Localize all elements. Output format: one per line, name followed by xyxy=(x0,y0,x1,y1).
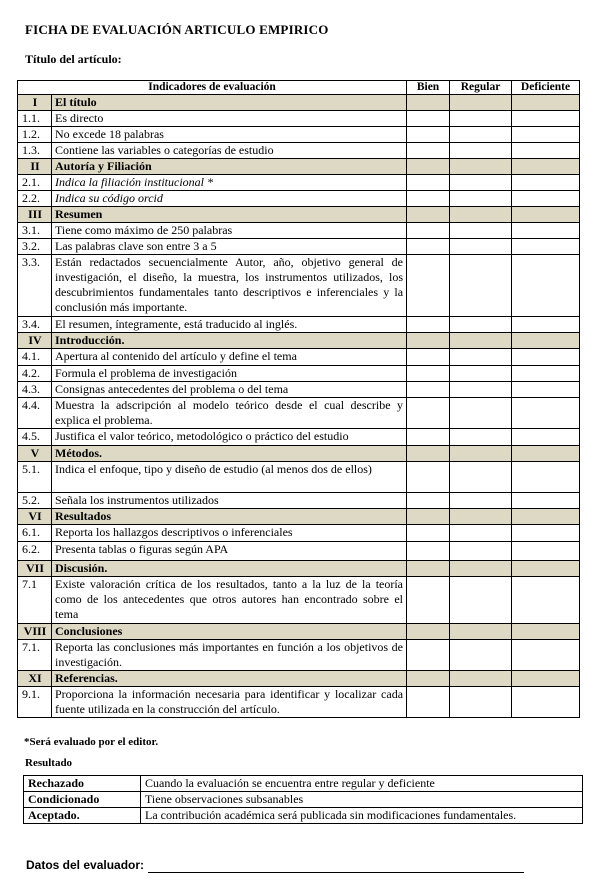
section-title: Introducción. xyxy=(52,333,407,349)
row-number: 4.5. xyxy=(18,429,52,446)
rating-cell-deficiente[interactable] xyxy=(512,640,580,671)
indicator-text: Indica la filiación institucional * xyxy=(52,175,407,191)
rating-cell-bien xyxy=(407,333,450,349)
rating-cell-regular xyxy=(450,671,512,687)
rating-cell-regular[interactable] xyxy=(450,525,512,542)
rating-cell-bien[interactable] xyxy=(407,111,450,127)
evaluation-table xyxy=(17,80,580,718)
rating-cell-deficiente xyxy=(512,624,580,640)
rating-cell-regular[interactable] xyxy=(450,366,512,382)
row-number: III xyxy=(18,207,52,223)
table-row xyxy=(18,687,580,718)
indicator-text: Las palabras clave son entre 3 a 5 xyxy=(52,239,407,255)
indicator-text: Existe valoración crítica de los resultados, tanto a la luz de la teoría como de los antecedentes que otros autores han encontrado sobre el tema xyxy=(52,577,407,624)
rating-cell-bien xyxy=(407,671,450,687)
rating-cell-regular[interactable] xyxy=(450,317,512,333)
rating-cell-bien[interactable] xyxy=(407,493,450,509)
rating-cell-deficiente[interactable] xyxy=(512,366,580,382)
table-row xyxy=(18,255,580,317)
rating-cell-bien[interactable] xyxy=(407,143,450,159)
indicator-text: Muestra la adscripción al modelo teórico desde el cual describe y explica el problema. xyxy=(52,398,407,429)
rating-cell-regular[interactable] xyxy=(450,398,512,429)
row-number: I xyxy=(18,95,52,111)
rating-cell-regular xyxy=(450,509,512,525)
rating-cell-deficiente xyxy=(512,671,580,687)
result-row xyxy=(24,776,583,792)
rating-cell-bien[interactable] xyxy=(407,542,450,561)
rating-cell-regular[interactable] xyxy=(450,349,512,366)
rating-cell-regular[interactable] xyxy=(450,255,512,317)
result-key: Condicionado xyxy=(24,792,141,808)
header-deficiente: Deficiente xyxy=(512,81,580,95)
table-row xyxy=(18,317,580,333)
rating-cell-bien xyxy=(407,207,450,223)
table-row xyxy=(18,111,580,127)
rating-cell-regular xyxy=(450,446,512,462)
rating-cell-deficiente[interactable] xyxy=(512,111,580,127)
table-row xyxy=(18,640,580,671)
rating-cell-regular[interactable] xyxy=(450,493,512,509)
row-number: 4.3. xyxy=(18,382,52,398)
table-row xyxy=(18,223,580,239)
section-title: Resultados xyxy=(52,509,407,525)
indicator-text: Proporciona la información necesaria para identificar y localizar cada fuente utilizada en la construcción del artículo. xyxy=(52,687,407,718)
row-number: 2.2. xyxy=(18,191,52,207)
indicator-text: El resumen, íntegramente, está traducido al inglés. xyxy=(52,317,407,333)
row-number: VI xyxy=(18,509,52,525)
rating-cell-deficiente xyxy=(512,95,580,111)
indicator-text: Apertura al contenido del artículo y define el tema xyxy=(52,349,407,366)
rating-cell-deficiente[interactable] xyxy=(512,577,580,624)
table-row xyxy=(18,577,580,624)
rating-cell-regular[interactable] xyxy=(450,191,512,207)
rating-cell-deficiente[interactable] xyxy=(512,687,580,718)
table-row xyxy=(18,382,580,398)
rating-cell-bien xyxy=(407,159,450,175)
row-number: 4.2. xyxy=(18,366,52,382)
indicator-text: Es directo xyxy=(52,111,407,127)
rating-cell-deficiente[interactable] xyxy=(512,255,580,317)
row-number: 6.1. xyxy=(18,525,52,542)
rating-cell-deficiente xyxy=(512,509,580,525)
section-title: Discusión. xyxy=(52,561,407,577)
rating-cell-bien[interactable] xyxy=(407,127,450,143)
table-row xyxy=(18,143,580,159)
table-header-row xyxy=(18,81,580,95)
row-number: XI xyxy=(18,671,52,687)
section-row xyxy=(18,509,580,525)
table-row xyxy=(18,462,580,493)
table-row xyxy=(18,525,580,542)
section-row xyxy=(18,159,580,175)
rating-cell-bien[interactable] xyxy=(407,462,450,493)
result-value: Cuando la evaluación se encuentra entre regular y deficiente xyxy=(141,776,583,792)
indicator-text: Consignas antecedentes del problema o del tema xyxy=(52,382,407,398)
result-table xyxy=(23,775,583,824)
rating-cell-regular[interactable] xyxy=(450,143,512,159)
rating-cell-regular[interactable] xyxy=(450,640,512,671)
evaluator-signature-line[interactable] xyxy=(148,872,524,873)
section-title: Conclusiones xyxy=(52,624,407,640)
row-number: 1.1. xyxy=(18,111,52,127)
indicator-text: Señala los instrumentos utilizados xyxy=(52,493,407,509)
rating-cell-bien[interactable] xyxy=(407,255,450,317)
rating-cell-deficiente[interactable] xyxy=(512,349,580,366)
row-number: 7.1 xyxy=(18,577,52,624)
row-number: 1.3. xyxy=(18,143,52,159)
rating-cell-regular xyxy=(450,207,512,223)
rating-cell-regular[interactable] xyxy=(450,429,512,446)
table-row xyxy=(18,239,580,255)
result-label: Resultado xyxy=(25,757,73,769)
indicator-text: Indica su código orcid xyxy=(52,191,407,207)
indicator-text: Presenta tablas o figuras según APA xyxy=(52,542,407,561)
section-title: Resumen xyxy=(52,207,407,223)
rating-cell-bien xyxy=(407,624,450,640)
indicator-text: Están redactados secuencialmente Autor, año, objetivo general de investigación, el diseño, la muestra, los instrumentos utilizados, los descubrimientos fundamentales tanto descriptivos e inferenciales y la conclusión más importante. xyxy=(52,255,407,317)
rating-cell-deficiente[interactable] xyxy=(512,493,580,509)
rating-cell-regular[interactable] xyxy=(450,577,512,624)
rating-cell-deficiente xyxy=(512,159,580,175)
row-number: 1.2. xyxy=(18,127,52,143)
rating-cell-deficiente[interactable] xyxy=(512,223,580,239)
indicator-text: Indica el enfoque, tipo y diseño de estudio (al menos dos de ellos) xyxy=(52,462,407,493)
table-row xyxy=(18,175,580,191)
rating-cell-regular[interactable] xyxy=(450,223,512,239)
rating-cell-regular[interactable] xyxy=(450,542,512,561)
row-number: 5.1. xyxy=(18,462,52,493)
row-number: 4.1. xyxy=(18,349,52,366)
rating-cell-bien xyxy=(407,561,450,577)
table-row xyxy=(18,349,580,366)
table-row xyxy=(18,398,580,429)
rating-cell-deficiente[interactable] xyxy=(512,429,580,446)
rating-cell-bien[interactable] xyxy=(407,429,450,446)
indicator-text: No excede 18 palabras xyxy=(52,127,407,143)
rating-cell-deficiente xyxy=(512,333,580,349)
rating-cell-bien[interactable] xyxy=(407,223,450,239)
header-indicators: Indicadores de evaluación xyxy=(18,81,407,95)
row-number: II xyxy=(18,159,52,175)
rating-cell-deficiente xyxy=(512,446,580,462)
section-title: Métodos. xyxy=(52,446,407,462)
section-title: Autoría y Filiación xyxy=(52,159,407,175)
rating-cell-deficiente[interactable] xyxy=(512,175,580,191)
header-regular: Regular xyxy=(450,81,512,95)
result-key: Rechazado xyxy=(24,776,141,792)
indicator-text: Reporta las conclusiones más importantes en función a los objetivos de investigación. xyxy=(52,640,407,671)
row-number: VIII xyxy=(18,624,52,640)
section-row xyxy=(18,207,580,223)
row-number: 9.1. xyxy=(18,687,52,718)
rating-cell-deficiente xyxy=(512,561,580,577)
section-row xyxy=(18,561,580,577)
rating-cell-bien xyxy=(407,509,450,525)
rating-cell-deficiente[interactable] xyxy=(512,462,580,493)
rating-cell-bien[interactable] xyxy=(407,577,450,624)
rating-cell-deficiente[interactable] xyxy=(512,398,580,429)
rating-cell-regular xyxy=(450,561,512,577)
rating-cell-deficiente[interactable] xyxy=(512,127,580,143)
result-key: Aceptado. xyxy=(24,808,141,824)
rating-cell-bien[interactable] xyxy=(407,382,450,398)
rating-cell-deficiente[interactable] xyxy=(512,239,580,255)
row-number: 5.2. xyxy=(18,493,52,509)
rating-cell-deficiente[interactable] xyxy=(512,317,580,333)
result-value: La contribución académica será publicada sin modificaciones fundamentales. xyxy=(141,808,583,824)
table-row xyxy=(18,366,580,382)
section-row xyxy=(18,446,580,462)
indicator-text: Justifica el valor teórico, metodológico o práctico del estudio xyxy=(52,429,407,446)
rating-cell-bien[interactable] xyxy=(407,687,450,718)
row-number: 3.1. xyxy=(18,223,52,239)
rating-cell-regular xyxy=(450,95,512,111)
rating-cell-bien[interactable] xyxy=(407,239,450,255)
row-number: 2.1. xyxy=(18,175,52,191)
result-row xyxy=(24,808,583,824)
row-number: VII xyxy=(18,561,52,577)
rating-cell-deficiente[interactable] xyxy=(512,525,580,542)
table-row xyxy=(18,191,580,207)
rating-cell-bien xyxy=(407,95,450,111)
rating-cell-regular xyxy=(450,624,512,640)
rating-cell-bien[interactable] xyxy=(407,525,450,542)
table-row xyxy=(18,493,580,509)
rating-cell-regular[interactable] xyxy=(450,111,512,127)
rating-cell-bien[interactable] xyxy=(407,398,450,429)
rating-cell-bien[interactable] xyxy=(407,640,450,671)
row-number: 6.2. xyxy=(18,542,52,561)
header-bien: Bien xyxy=(407,81,450,95)
rating-cell-regular xyxy=(450,333,512,349)
editor-note: *Será evaluado por el editor. xyxy=(24,736,159,748)
row-number: 3.4. xyxy=(18,317,52,333)
rating-cell-deficiente[interactable] xyxy=(512,382,580,398)
section-title: El título xyxy=(52,95,407,111)
rating-cell-regular[interactable] xyxy=(450,687,512,718)
indicator-text: Reporta los hallazgos descriptivos o inferenciales xyxy=(52,525,407,542)
row-number: 7.1. xyxy=(18,640,52,671)
rating-cell-regular[interactable] xyxy=(450,239,512,255)
rating-cell-bien[interactable] xyxy=(407,366,450,382)
document-title: FICHA DE EVALUACIÓN ARTICULO EMPIRICO xyxy=(25,22,329,37)
table-row xyxy=(18,127,580,143)
rating-cell-regular[interactable] xyxy=(450,127,512,143)
row-number: 3.3. xyxy=(18,255,52,317)
row-number: IV xyxy=(18,333,52,349)
indicator-text: Contiene las variables o categorías de estudio xyxy=(52,143,407,159)
row-number: V xyxy=(18,446,52,462)
rating-cell-regular[interactable] xyxy=(450,382,512,398)
row-number: 3.2. xyxy=(18,239,52,255)
indicator-text: Formula el problema de investigación xyxy=(52,366,407,382)
evaluator-label: Datos del evaluador: xyxy=(26,858,145,872)
rating-cell-bien[interactable] xyxy=(407,317,450,333)
section-row xyxy=(18,333,580,349)
table-row xyxy=(18,429,580,446)
result-value: Tiene observaciones subsanables xyxy=(141,792,583,808)
rating-cell-bien[interactable] xyxy=(407,175,450,191)
section-row xyxy=(18,671,580,687)
section-row xyxy=(18,624,580,640)
rating-cell-bien[interactable] xyxy=(407,191,450,207)
rating-cell-deficiente[interactable] xyxy=(512,191,580,207)
indicator-text: Tiene como máximo de 250 palabras xyxy=(52,223,407,239)
rating-cell-deficiente xyxy=(512,207,580,223)
rating-cell-deficiente[interactable] xyxy=(512,542,580,561)
rating-cell-bien xyxy=(407,446,450,462)
section-row xyxy=(18,95,580,111)
table-row xyxy=(18,542,580,561)
rating-cell-regular[interactable] xyxy=(450,175,512,191)
rating-cell-regular xyxy=(450,159,512,175)
result-row xyxy=(24,792,583,808)
section-title: Referencias. xyxy=(52,671,407,687)
rating-cell-bien[interactable] xyxy=(407,349,450,366)
row-number: 4.4. xyxy=(18,398,52,429)
rating-cell-regular[interactable] xyxy=(450,462,512,493)
article-title-label: Título del artículo: xyxy=(25,52,122,66)
rating-cell-deficiente[interactable] xyxy=(512,143,580,159)
